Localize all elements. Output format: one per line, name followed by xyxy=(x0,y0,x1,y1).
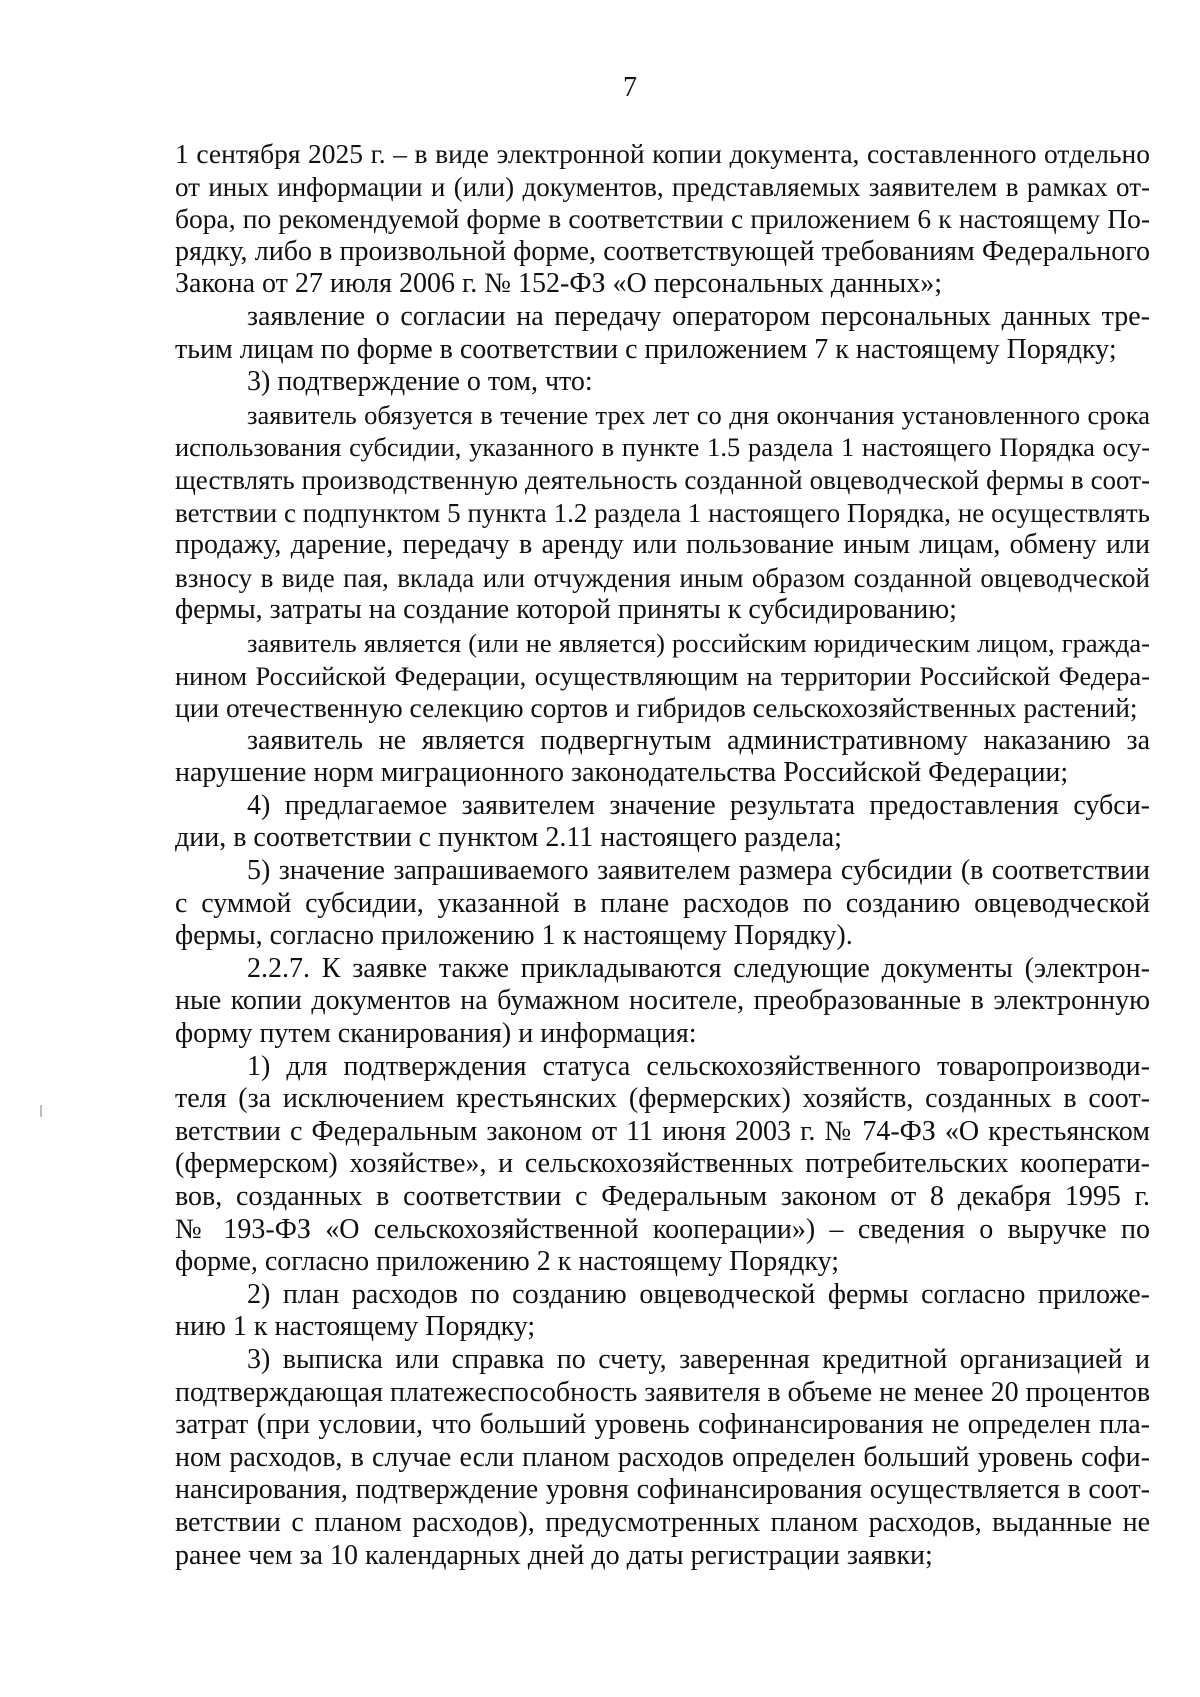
text-line: фермы, согласно приложению 1 к настоящему Порядку). xyxy=(175,920,853,952)
text-line: 1) для подтверждения статуса сельскохозяйственного товаропроизводи- xyxy=(247,1050,1150,1082)
text-line: от иных информации и (или) документов, представляемых заявителем в рамках от- xyxy=(175,171,1150,202)
text-line: теля (за исключением крестьянских (фермерских) хозяйств, созданных в соот- xyxy=(175,1083,1150,1115)
text-line: дии, в соответствии с пунктом 2.11 настоящего раздела; xyxy=(175,822,842,854)
text-line: 2.2.7. К заявке также прикладываются следующие документы (электрон- xyxy=(247,952,1150,984)
text-line: ветствии с планом расходов), предусмотренных планом расходов, выданные не xyxy=(175,1506,1150,1538)
text-line: бора, по рекомендуемой форме в соответствии с приложением 6 к настоящему По- xyxy=(175,203,1150,235)
text-line: заявление о согласии на передачу оператором персональных данных тре- xyxy=(247,300,1150,332)
text-line: нином Российской Федерации, осуществляющим на территории Российской Федера- xyxy=(175,660,1150,691)
text-line: 4) предлагаемое заявителем значение результата предоставления субси- xyxy=(247,789,1150,821)
text-line: тьим лицам по форме в соответствии с приложением 7 к настоящему Порядку; xyxy=(175,333,1117,365)
scan-speck xyxy=(40,1105,42,1117)
text-line: ветствии с подпунктом 5 пункта 1.2 раздела 1 настоящего Порядка, не осуществлять xyxy=(175,497,1150,528)
text-line: Закона от 27 июля 2006 г. № 152-ФЗ «О персональных данных»; xyxy=(175,268,942,300)
page-number: 7 xyxy=(623,72,637,103)
text-line: 5) значение запрашиваемого заявителем размера субсидии (в соответствии xyxy=(247,855,1150,887)
text-line: заявитель обязуется в течение трех лет со дня окончания установленного срока xyxy=(247,399,1150,430)
text-line: рядку, либо в произвольной форме, соответствующей требованиям Федерального xyxy=(175,235,1150,267)
text-line: форме, согласно приложению 2 к настоящему Порядку; xyxy=(175,1246,840,1278)
text-line: № 193-ФЗ «О сельскохозяйственной кооперации») – сведения о выручке по xyxy=(175,1213,1150,1245)
text-line: использования субсидии, указанного в пункте 1.5 раздела 1 настоящего Порядка осу- xyxy=(175,432,1150,463)
text-line: ные копии документов на бумажном носителе, преобразованные в электронную xyxy=(175,985,1150,1017)
text-line: с суммой субсидии, указанной в плане расходов по созданию овцеводческой xyxy=(175,887,1150,919)
text-line: нию 1 к настоящему Порядку; xyxy=(175,1311,536,1343)
text-line: фермы, затраты на создание которой приняты к субсидированию; xyxy=(175,594,957,626)
text-line: продажу, дарение, передачу в аренду или пользование иным лицам, обмену или xyxy=(175,529,1150,561)
text-line: ции отечественную селекцию сортов и гибридов сельскохозяйственных растений; xyxy=(175,692,1138,724)
text-line: нансирования, подтверждение уровня софинансирования осуществляется в соот- xyxy=(175,1474,1150,1506)
text-line: (фермерском) хозяйстве», и сельскохозяйственных потребительских кооперати- xyxy=(175,1148,1150,1180)
text-line: 2) план расходов по созданию овцеводческой фермы согласно приложе- xyxy=(247,1278,1150,1310)
text-line: нарушение норм миграционного законодательства Российской Федерации; xyxy=(175,757,1069,789)
text-line: ранее чем за 10 календарных дней до даты регистрации заявки; xyxy=(175,1539,933,1571)
text-line: вов, созданных в соответствии с Федеральным законом от 8 декабря 1995 г. xyxy=(175,1181,1150,1212)
text-line: взносу в виде пая, вклада или отчуждения иным образом созданной овцеводческой xyxy=(175,562,1150,593)
text-line: подтверждающая платежеспособность заявителя в объеме не менее 20 процентов xyxy=(175,1376,1150,1408)
text-line: затрат (при условии, что больший уровень софинансирования не определен пла- xyxy=(175,1409,1150,1441)
text-line: 1 сентября 2025 г. – в виде электронной копии документа, составленного отдельно xyxy=(175,138,1150,169)
document-body xyxy=(175,138,1150,1572)
text-line: заявитель не является подвергнутым административному наказанию за xyxy=(247,724,1150,756)
text-line: заявитель является (или не является) российским юридическим лицом, гражда- xyxy=(247,627,1150,658)
text-line: ветствии с Федеральным законом от 11 июня 2003 г. № 74-ФЗ «О крестьянском xyxy=(175,1115,1150,1147)
text-line: ном расходов, в случае если планом расходов определен больший уровень софи- xyxy=(175,1441,1150,1473)
text-line: форму путем сканирования) и информация: xyxy=(175,1018,697,1050)
text-line: 3) подтверждение о том, что: xyxy=(247,366,593,398)
text-line: 3) выписка или справка по счету, заверенная кредитной организацией и xyxy=(247,1343,1150,1375)
text-line: ществлять производственную деятельность созданной овцеводческой фермы в соот- xyxy=(175,464,1150,495)
